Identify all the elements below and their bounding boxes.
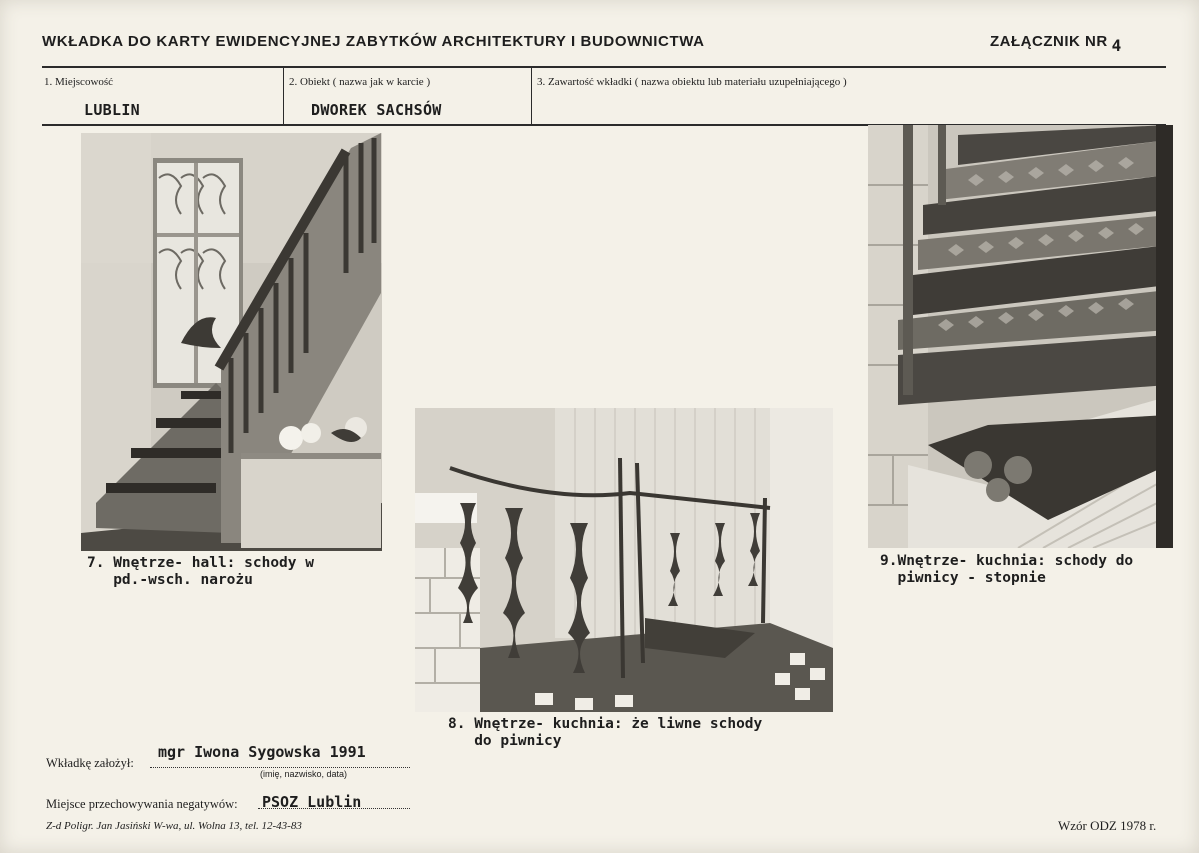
photo-hall-caption: 7. Wnętrze- hall: schody w pd.-wsch. narożu <box>87 555 314 588</box>
photo-kitchen-steps <box>868 125 1173 548</box>
negatives-value: PSOZ Lublin <box>262 793 362 811</box>
field-divider-2 <box>531 68 532 125</box>
form-identifier: Wzór ODZ 1978 r. <box>1058 818 1157 833</box>
photo-hall-staircase <box>81 133 382 551</box>
locality-label: 1. Miejscowość <box>44 76 114 88</box>
photo-kitchen-staircase <box>415 408 833 712</box>
photo-kitchen-caption: 8. Wnętrze- kuchnia: że liwne schody do piwnicy <box>448 716 763 749</box>
field-divider-1 <box>283 68 284 125</box>
sheet-title: WKŁADKA DO KARTY EWIDENCYJNEJ ZABYTKÓW ARCHITEKTURY I BUDOWNICTWA <box>42 33 705 50</box>
object-value: DWOREK SACHSÓW <box>311 101 442 119</box>
negatives-line <box>258 808 410 809</box>
created-by-value: mgr Iwona Sygowska 1991 <box>158 743 366 761</box>
photo-steps-caption: 9.Wnętrze- kuchnia: schody do piwnicy - stopnie <box>880 553 1134 586</box>
created-by-line <box>150 767 410 768</box>
header-rule-top <box>42 66 1166 68</box>
annex-label <box>990 31 1122 55</box>
negatives-label: Miejsce przechowywania negatywów: <box>46 797 238 811</box>
created-by-label: Wkładkę założył: <box>46 756 134 770</box>
locality-value: LUBLIN <box>84 101 140 119</box>
object-label: 2. Obiekt ( nazwa jak w karcie ) <box>289 76 431 88</box>
annex-number: 4 <box>1111 36 1122 55</box>
contents-label: 3. Zawartość wkładki ( nazwa obiektu lub materiału uzupełniającego ) <box>537 76 847 88</box>
created-by-hint: (imię, nazwisko, data) <box>260 769 348 779</box>
printer-note: Z-d Poligr. Jan Jasiński W-wa, ul. Wolna 13, tel. 12-43-83 <box>46 820 302 832</box>
annex-label-text: ZAŁĄCZNIK NR <box>990 33 1108 50</box>
